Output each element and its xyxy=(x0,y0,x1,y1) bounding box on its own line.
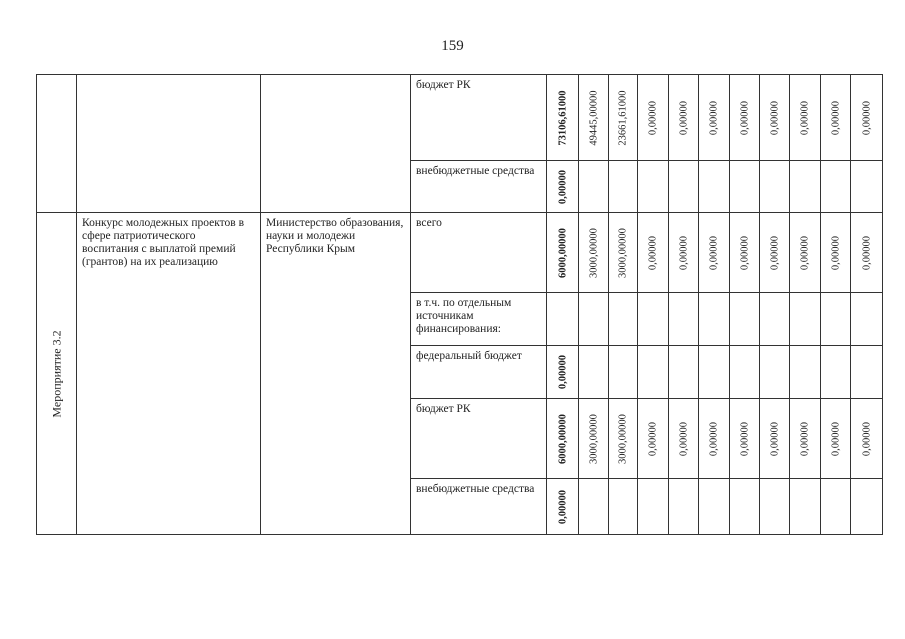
executor-cell xyxy=(261,213,411,535)
value-cell xyxy=(547,213,579,293)
executor-name: Министерство образования, науки и молодежи Республики Крым xyxy=(266,217,404,255)
value-cell xyxy=(547,479,579,535)
source-label: бюджет РК xyxy=(416,79,471,91)
source-cell xyxy=(411,399,547,479)
value-cell xyxy=(760,213,790,293)
value-text: 0,00000 xyxy=(861,421,872,456)
value-cell xyxy=(579,293,609,346)
value-cell xyxy=(638,161,669,213)
value-cell xyxy=(609,293,638,346)
value-cell xyxy=(699,346,730,399)
value-cell xyxy=(699,75,730,161)
number-cell-empty xyxy=(37,75,77,213)
value-text: 0,00000 xyxy=(861,100,872,135)
source-label: федеральный бюджет xyxy=(416,350,522,362)
value-cell xyxy=(699,399,730,479)
value-cell xyxy=(609,479,638,535)
value-cell xyxy=(821,213,851,293)
value-text: 0,00000 xyxy=(799,235,811,270)
value-cell xyxy=(638,346,669,399)
name-cell-empty xyxy=(77,75,261,213)
value-cell xyxy=(579,75,609,161)
value-text: 3000,00000 xyxy=(617,227,629,278)
value-cell xyxy=(609,399,638,479)
value-cell xyxy=(790,399,821,479)
value-cell xyxy=(851,346,883,399)
value-cell xyxy=(547,161,579,213)
value-cell xyxy=(609,75,638,161)
table-row xyxy=(37,213,883,293)
value-cell xyxy=(669,399,699,479)
value-cell xyxy=(760,346,790,399)
value-text: 3000,00000 xyxy=(617,413,629,464)
value-text: 0,00000 xyxy=(647,421,659,456)
value-cell xyxy=(699,213,730,293)
value-text: 0,00000 xyxy=(830,100,841,135)
value-cell xyxy=(638,399,669,479)
value-cell xyxy=(760,479,790,535)
value-text: 3000,00000 xyxy=(588,413,599,464)
value-cell xyxy=(760,293,790,346)
value-cell xyxy=(730,75,760,161)
value-cell xyxy=(730,161,760,213)
value-cell xyxy=(699,161,730,213)
value-text: 0,00000 xyxy=(678,100,689,135)
value-cell xyxy=(730,293,760,346)
value-text: 23661,61000 xyxy=(617,89,629,146)
value-cell xyxy=(547,75,579,161)
value-cell xyxy=(851,479,883,535)
value-cell xyxy=(790,479,821,535)
value-cell xyxy=(730,399,760,479)
value-cell xyxy=(609,346,638,399)
value-text: 0,00000 xyxy=(708,235,720,270)
value-cell xyxy=(760,161,790,213)
source-cell xyxy=(411,479,547,535)
value-cell xyxy=(547,399,579,479)
value-cell xyxy=(730,346,760,399)
measure-number: Мероприятие 3.2 xyxy=(49,329,63,418)
value-cell xyxy=(699,479,730,535)
value-text: 0,00000 xyxy=(799,100,811,135)
value-cell xyxy=(760,75,790,161)
value-cell xyxy=(699,293,730,346)
value-cell xyxy=(821,161,851,213)
source-label: всего xyxy=(416,217,442,229)
source-cell xyxy=(411,75,547,161)
value-cell xyxy=(760,399,790,479)
value-cell xyxy=(730,213,760,293)
value-cell xyxy=(851,293,883,346)
table-row xyxy=(37,75,883,161)
executor-cell-empty xyxy=(261,75,411,213)
value-cell xyxy=(638,479,669,535)
value-text: 0,00000 xyxy=(739,100,750,135)
value-cell xyxy=(821,399,851,479)
value-cell xyxy=(730,479,760,535)
value-cell xyxy=(609,161,638,213)
source-label: бюджет РК xyxy=(416,403,471,415)
value-text: 73106,61000 xyxy=(557,89,568,146)
value-text: 0,00000 xyxy=(647,235,659,270)
value-text: 0,00000 xyxy=(769,235,780,270)
value-cell xyxy=(821,346,851,399)
value-text: 0,00000 xyxy=(708,100,720,135)
value-cell xyxy=(851,161,883,213)
value-text: 0,00000 xyxy=(769,421,780,456)
value-cell xyxy=(669,346,699,399)
value-text: 0,00000 xyxy=(678,421,689,456)
measure-name-cell xyxy=(77,213,261,535)
value-cell xyxy=(638,293,669,346)
value-cell xyxy=(669,161,699,213)
value-text: 0,00000 xyxy=(708,421,720,456)
value-text: 0,00000 xyxy=(739,421,750,456)
value-cell xyxy=(669,293,699,346)
value-text: 49445,00000 xyxy=(588,89,599,146)
value-cell xyxy=(669,213,699,293)
source-label: внебюджетные средства xyxy=(416,165,535,177)
value-cell xyxy=(547,346,579,399)
value-cell xyxy=(579,161,609,213)
value-cell xyxy=(669,75,699,161)
value-cell xyxy=(547,293,579,346)
value-text: 0,00000 xyxy=(739,235,750,270)
value-cell xyxy=(790,293,821,346)
value-cell xyxy=(851,213,883,293)
source-cell xyxy=(411,293,547,346)
value-cell xyxy=(638,75,669,161)
measure-number-cell xyxy=(37,213,77,535)
value-cell xyxy=(669,479,699,535)
value-cell xyxy=(579,399,609,479)
value-text: 3000,00000 xyxy=(588,227,599,278)
source-cell xyxy=(411,161,547,213)
value-text: 0,00000 xyxy=(799,421,811,456)
value-cell xyxy=(821,479,851,535)
value-text: 0,00000 xyxy=(557,354,568,390)
source-cell xyxy=(411,346,547,399)
value-text: 0,00000 xyxy=(769,100,780,135)
value-cell xyxy=(851,399,883,479)
value-cell xyxy=(609,213,638,293)
value-text: 0,00000 xyxy=(830,421,841,456)
value-text: 0,00000 xyxy=(557,489,568,524)
value-text: 0,00000 xyxy=(678,235,689,270)
value-text: 0,00000 xyxy=(557,169,568,204)
value-text: 0,00000 xyxy=(647,100,659,135)
page-number: 159 xyxy=(441,38,464,54)
value-text: 6000,00000 xyxy=(557,227,568,278)
value-cell xyxy=(790,161,821,213)
value-cell xyxy=(821,75,851,161)
value-cell xyxy=(821,293,851,346)
measure-name: Конкурс молодежных проектов в сфере патриотического воспитания с выплатой премий (грантов) на их реализацию xyxy=(82,217,245,268)
value-cell xyxy=(790,213,821,293)
value-text: 0,00000 xyxy=(861,235,872,270)
source-label: в т.ч. по отдельным источникам финансирования: xyxy=(416,297,512,335)
source-label: внебюджетные средства xyxy=(416,483,535,495)
value-cell xyxy=(579,479,609,535)
value-text: 6000,00000 xyxy=(557,413,568,464)
source-cell xyxy=(411,213,547,293)
value-cell xyxy=(790,75,821,161)
value-text: 0,00000 xyxy=(830,235,841,270)
value-cell xyxy=(638,213,669,293)
value-cell xyxy=(579,213,609,293)
value-cell xyxy=(851,75,883,161)
value-cell xyxy=(790,346,821,399)
value-cell xyxy=(579,346,609,399)
budget-table xyxy=(36,74,883,535)
